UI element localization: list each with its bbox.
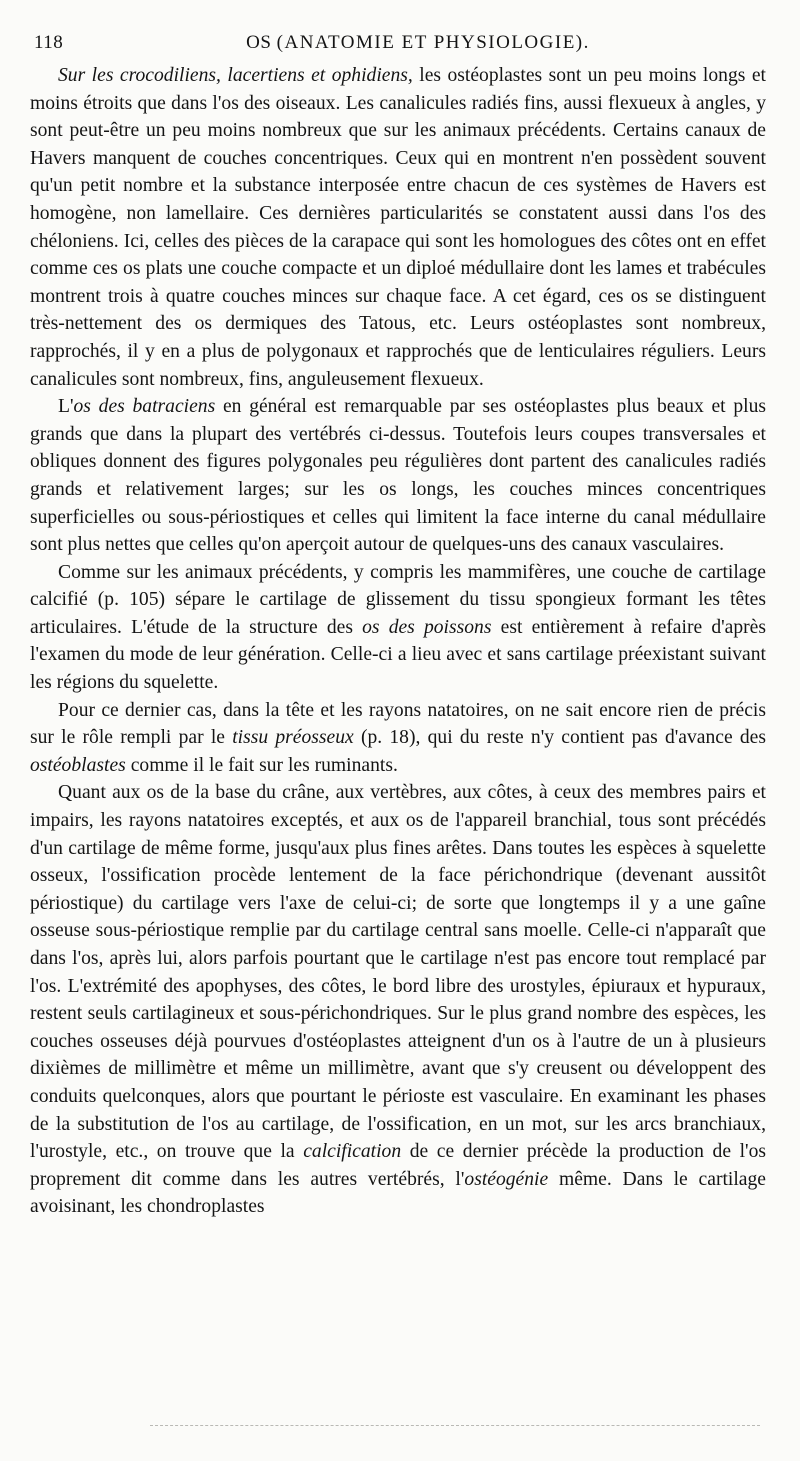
running-title [30,32,766,54]
text-run: les ostéoplastes sont un peu moins longs et moins étroits que dans l'os des oiseaux. Les canalicules radiés fins, aussi flexueux à angles, y sont peut-être un peu moins nombreux que sur les animaux précédents. Certains canaux de Havers manquent de couches concentriques. Ceux qui en montrent n'en possèdent souvent qu'un petit nombre et la substance interposée entre chacun de ces systèmes de Havers est homogène, non lamellaire. Ces dernières particularités se constatent aussi dans l'os des chéloniens. Ici, celles des pièces de la carapace qui sont les homologues des côtes ont en effet comme ces os plats une couche compacte et un diploé médullaire dont les lames et trabécules montrent trois à quatre couches minces sur chaque face. A cet égard, ces os se distinguent très-nettement des os dermiques des Tatous, etc. Leurs ostéoplastes sont nombreux, rapprochés, il y en a plus de polygonaux et rapprochés que de lenticulaires réguliers. Leurs canalicules sont nombreux, fins, anguleusement flexueux. [30,65,766,390]
text-run: en général est remarquable par ses ostéoplastes plus beaux et plus grands que dans la plupart des vertébrés ci-dessus. Toutefois leurs coupes transversales et obliques donnent des figures polygonales peu régulières dont partent des canalicules radiés grands et relativement larges; sur les os longs, les couches minces concentriques superficielles ou sous-périostiques et celles qui limitent la face interne du canal médullaire sont plus nettes que celles qu'on aperçoit autour de quelques-uns des canaux vasculaires. [30,396,767,556]
paragraph [30,559,766,697]
paragraph [30,62,766,393]
italic-run: os des poissons [362,616,492,638]
text-run: même. Dans le cartilage avoisinant, les chondroplastes [30,1168,766,1218]
page-number: 118 [34,32,64,53]
running-title-main: OS [246,32,272,53]
italic-run: os des batraciens [73,396,216,418]
text-run: L' [58,396,74,418]
italic-run: ostéoblastes [30,754,126,776]
text-run: de ce dernier précède la production de l'os proprement dit comme dans les autres vertébrés, l' [30,1141,766,1190]
italic-run: calcification [303,1141,402,1163]
italic-run: Sur les crocodiliens, lacertiens et ophidiens, [58,65,413,86]
text-run: Comme sur les animaux précédents, y compris les mammifères, une couche de cartilage calcifié (p. 105) sépare le cartilage de glissement du tissu spongieux formant les têtes articulaires. L'étude de la structure des [30,561,766,638]
text-run: (p. 18), qui du reste n'y contient pas d'avance des [353,727,766,749]
paragraph [30,779,766,1221]
text-run: Pour ce dernier cas, dans la tête et les rayons natatoires, on ne sait encore rien de précis sur le rôle rempli par le [30,699,766,749]
italic-run: tissu préosseux [232,727,354,749]
footer-rule [150,1425,760,1426]
text-run: Quant aux os de la base du crâne, aux vertèbres, aux côtes, à ceux des membres pairs et impairs, les rayons natatoires exceptés, et aux os de l'appareil branchial, tous sont précédés d'un cartilage de même forme, jusqu'aux plus fines arêtes. Dans toutes les espèces à squelette osseux, l'ossification procède lentement de la face périchondrique (devenant aussitôt périostique) du cartilage vers l'axe de celui-ci; de sorte que longtemps il y a une gaîne osseuse sous-périostique remplie par du cartilage central sans moelle. Celle-ci n'apparaît que dans l'os, après lui, alors parfois pourtant que le cartilage n'est pas encore tout remplacé par l'os. L'extrémité des apophyses, des côtes, le bord libre des urostyles, épiuraux et hypuraux, restent seuls cartilagineux et sous-périchondriques. Sur le plus grand nombre des espèces, les couches osseuses déjà pourvues d'ostéoplastes atteignent d'un os à l'autre de un à plusieurs dixièmes de millimètre et même un millimètre, avant que s'y creusent ou développent des conduits quelconques, alors que pourtant le périoste est vasculaire. En examinant les phases de la substitution de l'os au cartilage, de l'ossification, en un mot, sur les arcs branchiaux, l'urostyle, etc., on trouve que la [30,782,766,1163]
text-run: est entièrement à refaire d'après l'examen du mode de leur génération. Celle-ci a lieu avec et sans cartilage préexistant suivant les régions du squelette. [30,616,766,694]
paragraph [30,697,766,780]
running-head [30,28,766,60]
paragraph [30,393,766,559]
running-title-sub: (ANATOMIE ET PHYSIOLOGIE). [276,32,590,53]
text-run: comme il le fait sur les ruminants. [125,754,398,776]
italic-run: ostéogénie [464,1168,549,1190]
body-text [30,62,766,1221]
